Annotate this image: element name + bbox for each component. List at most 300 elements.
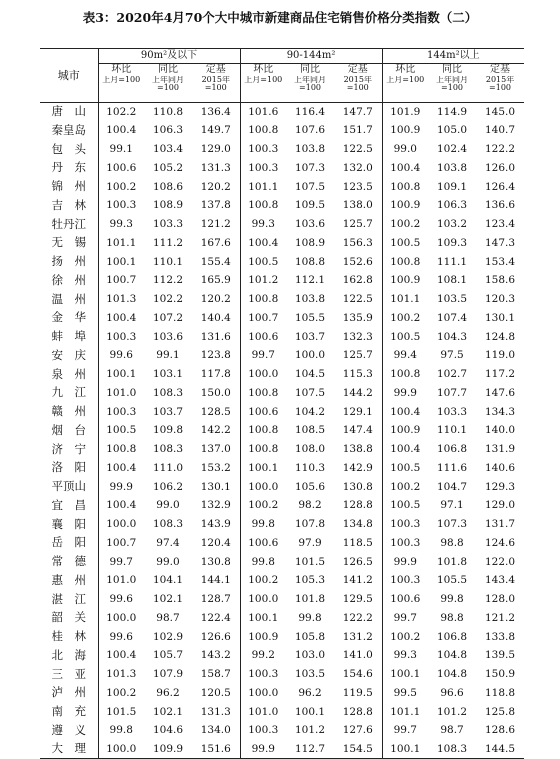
index-value: 98.2 — [298, 499, 322, 512]
index-value: 100.0 — [248, 368, 279, 381]
index-value: 100.3 — [106, 405, 137, 418]
index-value: 96.2 — [156, 686, 180, 699]
index-value: 120.4 — [192, 534, 240, 553]
index-value: 110.8 — [152, 105, 184, 118]
index-value: 126.5 — [334, 553, 382, 572]
city-name: 扬 州 — [40, 253, 98, 272]
index-value: 99.4 — [393, 349, 417, 362]
index-value: 99.9 — [393, 555, 417, 568]
index-value: 130.8 — [334, 478, 382, 497]
index-value: 118.8 — [485, 686, 516, 699]
sub-header-base: 定基 — [490, 64, 511, 75]
index-value: 109.9 — [152, 742, 184, 755]
index-value: 100.8 — [390, 180, 421, 193]
index-value: 108.8 — [295, 255, 326, 268]
sub-header-mom: 环比 — [395, 64, 416, 75]
base-note-mom: 上月=100 — [98, 76, 144, 103]
table-row — [40, 178, 524, 197]
index-value: 100.3 — [390, 536, 421, 549]
index-value: 103.5 — [295, 668, 326, 681]
city-name: 泸 州 — [40, 684, 98, 703]
index-value: 110.1 — [152, 255, 184, 268]
index-value: 138.8 — [334, 440, 382, 459]
city-column-header: 城市 — [40, 49, 98, 103]
city-name: 徐 州 — [40, 271, 98, 290]
index-value: 119.0 — [485, 349, 516, 362]
index-value: 110.1 — [437, 424, 468, 437]
index-value: 128.6 — [485, 724, 516, 737]
index-value: 106.3 — [152, 124, 184, 137]
index-value: 132.0 — [334, 159, 382, 178]
city-name: 宜 昌 — [40, 496, 98, 515]
index-value: 123.8 — [192, 346, 240, 365]
index-value: 137.0 — [192, 440, 240, 459]
index-value: 122.5 — [334, 140, 382, 159]
index-value: 110.3 — [295, 461, 326, 474]
index-value: 126.0 — [485, 161, 516, 174]
index-value: 101.3 — [106, 293, 137, 306]
table-body — [40, 103, 524, 759]
index-value: 102.2 — [152, 293, 184, 306]
table-row — [40, 346, 524, 365]
index-value: 105.8 — [295, 630, 326, 643]
index-value: 104.5 — [295, 368, 326, 381]
index-value: 99.7 — [251, 349, 275, 362]
index-value: 121.2 — [192, 215, 240, 234]
index-value: 101.3 — [106, 668, 137, 681]
index-value: 99.9 — [251, 742, 275, 755]
table-row — [40, 496, 524, 515]
index-value: 134.8 — [334, 515, 382, 534]
sub-header-yoy: 同比 — [442, 64, 463, 75]
index-value: 100.9 — [390, 424, 421, 437]
index-value: 158.7 — [192, 665, 240, 684]
index-value: 111.6 — [437, 461, 468, 474]
index-value: 128.8 — [334, 703, 382, 722]
index-value: 104.8 — [437, 649, 468, 662]
table-row — [40, 365, 524, 384]
index-value: 99.3 — [393, 649, 417, 662]
index-value: 100.4 — [106, 649, 137, 662]
index-value: 100.6 — [106, 161, 137, 174]
index-value: 122.2 — [334, 609, 382, 628]
table-row — [40, 159, 524, 178]
base-note-2015: 2015年=100 — [192, 76, 240, 103]
base-note-yoy: 上年同月=100 — [144, 76, 192, 103]
index-value: 130.1 — [485, 311, 516, 324]
index-value: 167.6 — [192, 234, 240, 253]
sub-header-base: 定基 — [192, 64, 240, 77]
index-value: 101.2 — [437, 705, 468, 718]
index-value: 122.0 — [485, 555, 516, 568]
sub-header-yoy: 同比 — [158, 64, 178, 75]
index-value: 100.1 — [295, 705, 326, 718]
index-value: 108.1 — [437, 274, 468, 287]
city-name: 丹 东 — [40, 159, 98, 178]
index-value: 100.0 — [106, 742, 137, 755]
index-value: 104.7 — [437, 480, 468, 493]
table-row — [40, 721, 524, 740]
index-value: 140.7 — [485, 124, 516, 137]
index-value: 136.4 — [192, 103, 240, 122]
table-row — [40, 215, 524, 234]
index-value: 100.5 — [390, 461, 421, 474]
city-name: 惠 州 — [40, 571, 98, 590]
city-name: 遵 义 — [40, 721, 98, 740]
sub-header-base: 定基 — [334, 64, 382, 77]
index-value: 108.3 — [152, 518, 184, 531]
base-note-2015: 2015年=100 — [334, 76, 382, 103]
index-value: 100.8 — [390, 255, 421, 268]
price-index-table — [40, 48, 524, 759]
index-value: 111.1 — [437, 255, 468, 268]
index-value: 109.5 — [295, 199, 326, 212]
index-value: 112.2 — [152, 274, 184, 287]
index-value: 134.0 — [192, 721, 240, 740]
index-value: 112.7 — [295, 742, 326, 755]
index-value: 100.0 — [248, 686, 279, 699]
index-value: 125.7 — [334, 346, 382, 365]
index-value: 103.0 — [295, 649, 326, 662]
city-name: 平顶山 — [40, 478, 98, 497]
index-value: 123.5 — [334, 178, 382, 197]
index-value: 99.0 — [156, 499, 180, 512]
index-value: 130.1 — [192, 478, 240, 497]
index-value: 106.2 — [152, 480, 184, 493]
index-value: 100.3 — [248, 143, 279, 156]
table-row — [40, 590, 524, 609]
index-value: 132.3 — [334, 328, 382, 347]
index-value: 104.1 — [152, 574, 184, 587]
index-value: 117.2 — [485, 368, 516, 381]
index-value: 105.2 — [152, 161, 184, 174]
index-value: 100.4 — [390, 405, 421, 418]
index-value: 100.6 — [390, 593, 421, 606]
index-value: 100.1 — [390, 668, 421, 681]
index-value: 99.8 — [298, 611, 322, 624]
index-value: 127.6 — [334, 721, 382, 740]
city-name: 常 德 — [40, 553, 98, 572]
city-name: 洛 阳 — [40, 459, 98, 478]
index-value: 120.2 — [192, 290, 240, 309]
index-value: 99.0 — [393, 143, 417, 156]
base-note-mom: 上月=100 — [382, 76, 428, 103]
index-value: 108.0 — [295, 443, 326, 456]
index-value: 100.9 — [248, 630, 279, 643]
index-value: 108.5 — [295, 424, 326, 437]
index-value: 122.4 — [192, 609, 240, 628]
city-name: 泉 州 — [40, 365, 98, 384]
city-name: 金 华 — [40, 309, 98, 328]
index-value: 125.8 — [485, 705, 516, 718]
city-name: 三 亚 — [40, 665, 98, 684]
city-name: 湛 江 — [40, 590, 98, 609]
index-value: 97.1 — [440, 499, 464, 512]
index-value: 99.6 — [109, 349, 133, 362]
index-value: 101.1 — [248, 180, 279, 193]
index-value: 131.3 — [192, 159, 240, 178]
index-value: 101.8 — [295, 593, 326, 606]
index-value: 143.2 — [192, 646, 240, 665]
index-value: 102.9 — [152, 630, 184, 643]
index-value: 100.3 — [390, 518, 421, 531]
index-value: 109.1 — [437, 180, 468, 193]
index-value: 107.7 — [437, 386, 468, 399]
city-name: 烟 台 — [40, 421, 98, 440]
city-name: 北 海 — [40, 646, 98, 665]
index-value: 100.9 — [390, 274, 421, 287]
index-value: 137.8 — [192, 196, 240, 215]
index-value: 103.7 — [152, 405, 184, 418]
index-value: 107.3 — [437, 518, 468, 531]
index-value: 100.2 — [248, 574, 279, 587]
index-value: 100.9 — [390, 124, 421, 137]
index-value: 100.8 — [248, 124, 279, 137]
index-value: 100.2 — [390, 311, 421, 324]
index-value: 100.4 — [106, 499, 137, 512]
group-header-small: 90m²及以下 — [98, 49, 240, 64]
index-value: 119.5 — [334, 684, 382, 703]
index-value: 100.1 — [248, 611, 279, 624]
index-value: 99.3 — [109, 218, 133, 231]
index-value: 150.9 — [485, 668, 516, 681]
index-value: 141.2 — [334, 571, 382, 590]
table-row — [40, 384, 524, 403]
index-value: 103.8 — [295, 143, 326, 156]
table-row — [40, 253, 524, 272]
index-value: 99.1 — [109, 143, 133, 156]
city-name: 南 充 — [40, 703, 98, 722]
index-value: 103.8 — [295, 293, 326, 306]
index-value: 143.9 — [192, 515, 240, 534]
index-value: 116.4 — [295, 105, 326, 118]
index-value: 128.5 — [192, 403, 240, 422]
index-value: 147.6 — [485, 386, 516, 399]
index-value: 101.8 — [437, 555, 468, 568]
city-name: 温 州 — [40, 290, 98, 309]
index-value: 143.4 — [485, 574, 516, 587]
index-value: 107.5 — [295, 386, 326, 399]
index-value: 99.7 — [109, 555, 133, 568]
table-row — [40, 534, 524, 553]
index-value: 100.2 — [390, 480, 421, 493]
index-value: 140.6 — [485, 461, 516, 474]
index-value: 102.2 — [106, 105, 137, 118]
index-value: 104.2 — [295, 405, 326, 418]
index-value: 131.7 — [485, 518, 516, 531]
index-value: 101.1 — [390, 293, 421, 306]
index-value: 125.7 — [334, 215, 382, 234]
table-row — [40, 553, 524, 572]
sub-header-mom: 环比 — [253, 64, 274, 75]
city-name: 韶 关 — [40, 609, 98, 628]
index-value: 126.4 — [485, 180, 516, 193]
index-value: 102.1 — [152, 705, 184, 718]
index-value: 103.3 — [437, 405, 468, 418]
index-value: 156.3 — [334, 234, 382, 253]
index-value: 100.8 — [248, 199, 279, 212]
index-value: 133.8 — [485, 630, 516, 643]
index-value: 100.4 — [390, 443, 421, 456]
index-value: 100.6 — [248, 536, 279, 549]
index-value: 101.9 — [390, 105, 421, 118]
index-value: 101.1 — [106, 236, 137, 249]
index-value: 136.6 — [485, 199, 516, 212]
index-value: 101.5 — [106, 705, 137, 718]
index-value: 108.3 — [152, 443, 184, 456]
index-value: 100.8 — [248, 386, 279, 399]
index-value: 108.9 — [295, 236, 326, 249]
index-value: 100.0 — [295, 349, 326, 362]
index-value: 100.3 — [248, 668, 279, 681]
index-value: 107.8 — [295, 518, 326, 531]
index-value: 120.3 — [485, 293, 516, 306]
index-value: 140.0 — [485, 424, 516, 437]
index-value: 103.7 — [295, 330, 326, 343]
group-header-large: 144m²以上 — [382, 49, 524, 64]
city-name: 襄 阳 — [40, 515, 98, 534]
index-value: 103.5 — [437, 293, 468, 306]
table-row — [40, 440, 524, 459]
base-note-mom: 上月=100 — [240, 76, 286, 103]
index-value: 100.3 — [390, 574, 421, 587]
index-value: 100.6 — [248, 330, 279, 343]
index-value: 100.0 — [248, 480, 279, 493]
index-value: 99.9 — [109, 480, 133, 493]
index-value: 100.3 — [248, 161, 279, 174]
index-value: 100.3 — [106, 199, 137, 212]
index-value: 103.8 — [437, 161, 468, 174]
index-value: 120.5 — [192, 684, 240, 703]
table-row — [40, 290, 524, 309]
index-value: 131.3 — [192, 703, 240, 722]
index-value: 97.5 — [440, 349, 464, 362]
index-value: 100.8 — [248, 293, 279, 306]
index-value: 123.4 — [485, 218, 516, 231]
index-value: 103.3 — [152, 218, 184, 231]
index-value: 99.8 — [251, 555, 275, 568]
index-value: 154.6 — [334, 665, 382, 684]
table-row — [40, 515, 524, 534]
index-value: 99.9 — [393, 386, 417, 399]
index-value: 129.0 — [192, 140, 240, 159]
index-value: 129.0 — [485, 499, 516, 512]
index-value: 99.3 — [251, 218, 275, 231]
table-row — [40, 609, 524, 628]
index-value: 103.2 — [437, 218, 468, 231]
index-value: 101.1 — [390, 705, 421, 718]
index-value: 100.5 — [248, 255, 279, 268]
index-value: 109.3 — [437, 236, 468, 249]
index-value: 100.7 — [106, 536, 137, 549]
city-name: 吉 林 — [40, 196, 98, 215]
index-value: 122.2 — [485, 143, 516, 156]
table-row — [40, 665, 524, 684]
index-value: 96.6 — [440, 686, 464, 699]
index-value: 117.8 — [192, 365, 240, 384]
index-value: 100.2 — [106, 180, 137, 193]
index-value: 97.4 — [156, 536, 180, 549]
index-value: 129.5 — [334, 590, 382, 609]
index-value: 99.8 — [251, 518, 275, 531]
index-value: 101.5 — [295, 555, 326, 568]
index-value: 99.8 — [109, 724, 133, 737]
index-value: 144.1 — [192, 571, 240, 590]
city-name: 唐 山 — [40, 103, 98, 122]
index-value: 103.6 — [152, 330, 184, 343]
index-value: 103.4 — [152, 143, 184, 156]
city-name: 锦 州 — [40, 178, 98, 197]
index-value: 155.4 — [192, 253, 240, 272]
index-value: 100.5 — [390, 499, 421, 512]
index-value: 100.8 — [390, 368, 421, 381]
index-value: 149.7 — [192, 121, 240, 140]
index-value: 99.2 — [251, 649, 275, 662]
city-name: 蚌 埠 — [40, 328, 98, 347]
index-value: 147.7 — [334, 103, 382, 122]
group-header-medium: 90-144m² — [240, 49, 382, 64]
index-value: 165.9 — [192, 271, 240, 290]
city-name: 桂 林 — [40, 628, 98, 647]
index-value: 147.4 — [334, 421, 382, 440]
index-value: 100.4 — [106, 124, 137, 137]
index-value: 151.6 — [192, 740, 240, 759]
index-value: 107.3 — [295, 161, 326, 174]
index-value: 130.8 — [192, 553, 240, 572]
index-value: 153.2 — [192, 459, 240, 478]
index-value: 131.2 — [334, 628, 382, 647]
index-value: 100.4 — [106, 311, 137, 324]
index-value: 99.7 — [393, 611, 417, 624]
index-value: 105.3 — [295, 574, 326, 587]
index-value: 104.8 — [437, 668, 468, 681]
table-row — [40, 403, 524, 422]
index-value: 100.8 — [248, 443, 279, 456]
index-value: 100.2 — [390, 218, 421, 231]
table-row — [40, 628, 524, 647]
index-value: 153.4 — [485, 255, 516, 268]
table-row — [40, 271, 524, 290]
index-value: 100.7 — [106, 274, 137, 287]
city-name: 赣 州 — [40, 403, 98, 422]
index-value: 131.6 — [192, 328, 240, 347]
index-value: 99.6 — [109, 630, 133, 643]
index-value: 121.2 — [485, 611, 516, 624]
index-value: 100.8 — [106, 443, 137, 456]
index-value: 99.6 — [109, 593, 133, 606]
city-name: 牡丹江 — [40, 215, 98, 234]
index-value: 107.9 — [152, 668, 184, 681]
index-value: 101.0 — [248, 705, 279, 718]
index-value: 100.1 — [390, 742, 421, 755]
index-value: 115.3 — [334, 365, 382, 384]
index-value: 102.7 — [437, 368, 468, 381]
city-name: 大 理 — [40, 740, 98, 759]
index-value: 98.8 — [440, 536, 464, 549]
index-value: 126.6 — [192, 628, 240, 647]
index-value: 101.0 — [106, 574, 137, 587]
table-row — [40, 571, 524, 590]
index-value: 112.1 — [295, 274, 326, 287]
index-value: 100.2 — [106, 686, 137, 699]
base-note-2015: 2015年=100 — [476, 76, 524, 103]
index-value: 132.9 — [192, 496, 240, 515]
city-name: 安 庆 — [40, 346, 98, 365]
city-name: 济 宁 — [40, 440, 98, 459]
index-value: 129.3 — [485, 480, 516, 493]
index-value: 100.5 — [390, 330, 421, 343]
table-title: 表3：2020年4月70个大中城市新建商品住宅销售价格分类指数（二） — [82, 10, 478, 25]
